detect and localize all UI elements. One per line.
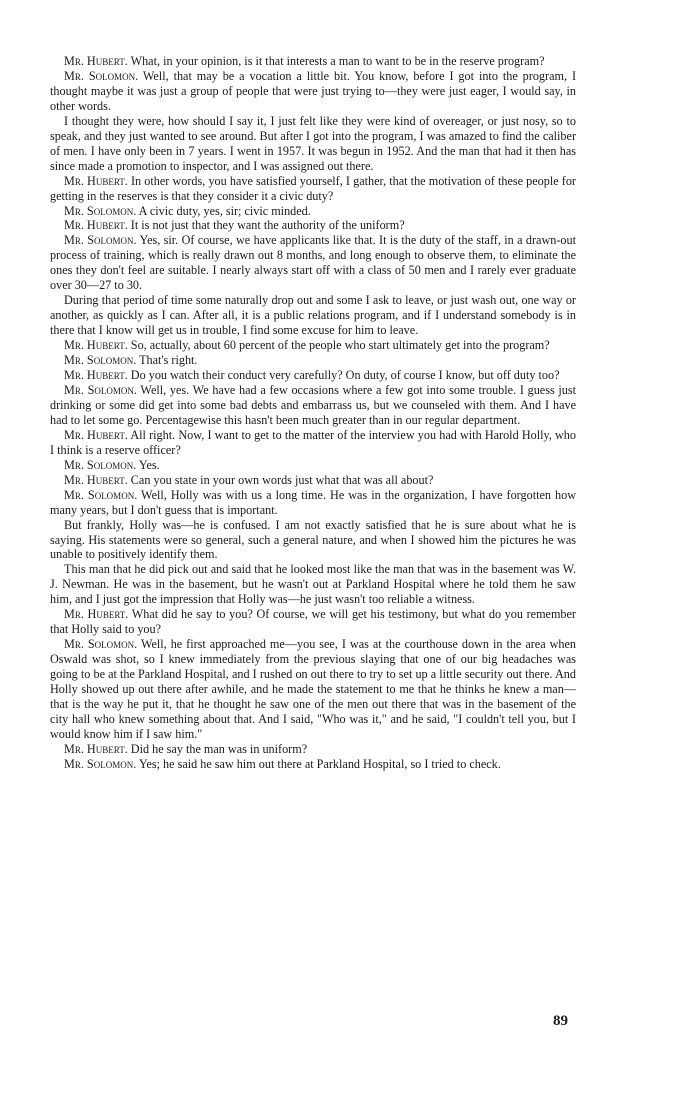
transcript-paragraph [50, 293, 576, 338]
transcript-body [50, 54, 576, 772]
paragraph-text: What did he say to you? Of course, we will get his testimony, but what do you remember that Holly said to you? [50, 607, 576, 637]
paragraph-text: Can you state in your own words just what that was all about? [127, 472, 434, 487]
speaker-name: Mr. Hubert. [64, 607, 129, 622]
transcript-paragraph [50, 428, 576, 458]
transcript-paragraph [50, 607, 576, 637]
transcript-paragraph [50, 458, 576, 473]
page-number: 89 [553, 1013, 568, 1029]
speaker-name: Mr. Hubert. [64, 368, 128, 383]
paragraph-text: All right. Now, I want to get to the matter of the interview you had with Harold Holly, who I think is a reserve officer? [50, 427, 576, 457]
paragraph-text: But frankly, Holly was—he is confused. I am not exactly satisfied that he is sure about what he is saying. His statements were so general, such a general nature, and when I showed him the pictures he was unable to positively identify them. [50, 517, 576, 562]
speaker-name: Mr. Hubert. [64, 218, 128, 233]
paragraph-text: Well, Holly was with us a long time. He was in the organization, I have forgotten how many years, but I don't guess that is important. [50, 487, 576, 517]
paragraph-text: During that period of time some naturally drop out and some I ask to leave, or just wash out, one way or another, as quickly as I can. After all, it is a public relations program, and if I understand somebody is in there that I know will get us in trouble, I find some excuse for him to leave. [50, 293, 576, 338]
transcript-paragraph [50, 204, 576, 219]
speaker-name: Mr. Solomon. [64, 457, 137, 472]
speaker-name: Mr. Hubert. [64, 338, 128, 353]
transcript-paragraph [50, 473, 576, 488]
speaker-name: Mr. Solomon. [64, 756, 137, 771]
paragraph-text: This man that he did pick out and said that he looked most like the man that was in the basement was W. J. Newman. He was in the basement, but he wasn't out at Parkland Hospital where he told them he saw him, and I just got the impression that Holly was—he just wasn't too reliable a witness. [50, 562, 576, 607]
paragraph-text: Yes, sir. Of course, we have applicants like that. It is the duty of the staff, in a drawn-out process of training, which is really drawn out 8 months, and long enough to observe them, to eliminate the ones they don't feel are suitable. I nearly always start off with a class of 50 men and I rarely ever graduate over 30—27 to 30. [50, 233, 576, 293]
paragraph-text: Yes; he said he saw him out there at Parkland Hospital, so I tried to check. [136, 756, 501, 771]
speaker-name: Mr. Hubert. [64, 54, 128, 68]
paragraph-text: That's right. [136, 353, 198, 368]
paragraph-text: Well, that may be a vocation a little bit. You know, before I got into the program, I thought maybe it was just a group of people that were just trying to—they were just eager, I would say, in other words. [50, 68, 576, 113]
transcript-paragraph [50, 353, 576, 368]
transcript-paragraph [50, 114, 576, 174]
speaker-name: Mr. Hubert. [64, 472, 128, 487]
speaker-name: Mr. Solomon. [64, 637, 138, 652]
transcript-paragraph [50, 54, 576, 69]
transcript-paragraph [50, 518, 576, 563]
speaker-name: Mr. Hubert. [64, 427, 128, 442]
paragraph-text: It is not just that they want the authority of the uniform? [127, 218, 405, 233]
transcript-paragraph [50, 757, 576, 772]
transcript-paragraph [50, 69, 576, 114]
speaker-name: Mr. Hubert. [64, 741, 128, 756]
paragraph-text: Did he say the man was in uniform? [127, 741, 308, 756]
paragraph-text: Yes. [136, 457, 160, 472]
speaker-name: Mr. Solomon. [64, 487, 138, 502]
paragraph-text: I thought they were, how should I say it, I just felt like they were kind of overeager, or just nosy, so to speak, and they just wanted to see around. But after I got into the program, I was amazed to find the caliber of men. I have only been in 7 years. I went in 1957. It was begun in 1952. And the man that had it then has since made a promotion to inspector, and I was assigned out there. [50, 113, 576, 173]
transcript-paragraph [50, 174, 576, 204]
transcript-paragraph [50, 368, 576, 383]
transcript-paragraph [50, 562, 576, 607]
transcript-paragraph [50, 218, 576, 233]
transcript-paragraph [50, 488, 576, 518]
speaker-name: Mr. Hubert. [64, 173, 128, 188]
transcript-paragraph [50, 383, 576, 428]
transcript-paragraph [50, 338, 576, 353]
paragraph-text: Well, yes. We have had a few occasions where a few got into some trouble. I guess just drinking or some did get into some bad debts and embarrass us, but we counseled with them. And I have had to let some go. Percentagewise this hasn't been much greater than in our regular department. [50, 382, 577, 427]
paragraph-text: Well, he first approached me—you see, I was at the courthouse down in the area when Oswald was shot, so I knew immediately from the previous slaying that one of our big headaches was going to be at the Parkland Hospital, and I rushed on out there to try to set up a little security out there. And Holly showed up out there after awhile, and he made the statement to me that he thinks he knew a man—that is the way he put it, that he thought he saw one of the men out there that was in the basement of the city hall who knew something about that. And I said, "Who was it," and he said, "I couldn't tell you, but I would know him if I saw him." [50, 637, 576, 741]
transcript-paragraph [50, 637, 576, 742]
speaker-name: Mr. Solomon. [64, 233, 137, 248]
speaker-name: Mr. Solomon. [64, 382, 137, 397]
transcript-paragraph [50, 233, 576, 293]
paragraph-text: What, in your opinion, is it that interests a man to want to be in the reserve program? [127, 54, 545, 68]
paragraph-text: Do you watch their conduct very carefully? On duty, of course I know, but off duty too? [127, 368, 560, 383]
speaker-name: Mr. Solomon. [64, 353, 137, 368]
speaker-name: Mr. Solomon. [64, 203, 137, 218]
transcript-paragraph [50, 742, 576, 757]
speaker-name: Mr. Solomon. [64, 68, 139, 83]
paragraph-text: A civic duty, yes, sir; civic minded. [136, 203, 311, 218]
paragraph-text: So, actually, about 60 percent of the people who start ultimately get into the program? [127, 338, 550, 353]
paragraph-text: In other words, you have satisfied yourself, I gather, that the motivation of these people for getting in the reserves is that they consider it a civic duty? [50, 173, 576, 203]
